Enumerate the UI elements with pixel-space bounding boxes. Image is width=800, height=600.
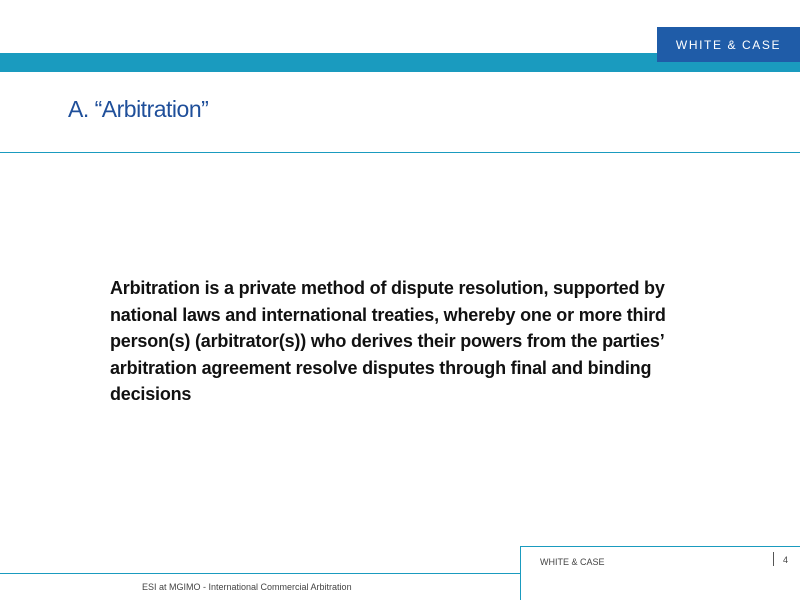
footer-caption: ESI at MGIMO - International Commercial Arbitration [142, 582, 352, 592]
footer-divider [773, 552, 774, 566]
page-number: 4 [783, 555, 789, 565]
firm-logo [657, 27, 800, 62]
definition-text: Arbitration is a private method of dispute resolution, supported by national laws and international treaties, whereby one or more third person(s) (arbitrator(s)) who derives their powers from the parties’ arbitration agreement resolve disputes through final and binding decisions [110, 278, 666, 404]
firm-logo-text: WHITE & CASE [675, 37, 782, 52]
footer-right-frame [520, 546, 800, 600]
footer-firm-name: WHITE & CASE [540, 557, 605, 567]
title-divider [0, 152, 800, 153]
slide-title: A. “Arbitration” [68, 96, 209, 122]
